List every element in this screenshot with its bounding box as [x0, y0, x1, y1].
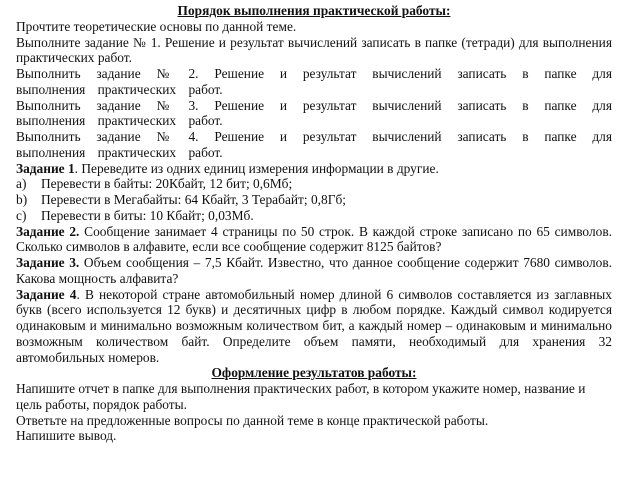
- task-1-item-a-text: Перевести в байты: 20Кбайт, 12 бит; 0,6Мб;: [41, 176, 293, 192]
- task-4-label: Задание 4: [16, 286, 77, 302]
- task-1-item-c: [16, 208, 612, 224]
- task-1-item-c-text: Перевести в биты: 10 Кбайт; 0,03Мб.: [41, 207, 254, 223]
- procedure-step-2: Выполнить задание № 2. Решение и результат вычислений записать в папке для выполнения практических работ.: [16, 66, 612, 97]
- procedure-heading: Порядок выполнения практической работы:: [177, 3, 451, 18]
- task-1-item-c-marker: c): [16, 207, 27, 223]
- procedure-step-1: Выполните задание № 1. Решение и результат вычислений записать в папке (тетради) для выполнения практических работ.: [16, 34, 612, 66]
- task-2-label: Задание 2.: [16, 223, 80, 239]
- task-4-text: . В некоторой стране автомобильный номер длиной 6 символов составляется из заглавных букв (всего используется 12 букв) и десятичных цифр в любом порядке. Каждый символ кодируется одинаковым и минимально возможным количеством бит, а каждый номер – одинаковым и минимально возможным количеством байт. Определите объем памяти, необходимый для хранения 32 автомобильных номеров.: [16, 286, 613, 365]
- task-1-item-b-marker: b): [16, 192, 28, 207]
- task-3-label: Задание 3.: [16, 255, 80, 270]
- task-4-paragraph: [16, 287, 612, 366]
- results-line-conclusion: Напишите вывод.: [16, 428, 117, 444]
- task-3-paragraph: [16, 255, 612, 287]
- results-line-answers: Ответьте на предложенные вопросы по данной теме в конце практической работы.: [16, 412, 489, 428]
- task-1-text: . Переведите из одних единиц измерения информации в другие.: [74, 160, 439, 176]
- procedure-step-3: Выполнить задание № 3. Решение и результат вычислений записать в папке для выполнения практических работ.: [16, 97, 612, 129]
- task-2-paragraph: [16, 224, 612, 256]
- task-1-item-a: [16, 176, 612, 192]
- task-1-item-a-marker: a): [16, 176, 27, 192]
- results-heading: Оформление результатов работы:: [211, 365, 417, 381]
- results-line-report: Напишите отчет в папке для выполнения практических работ, в котором укажите номер, название и цель работы, порядок работы.: [16, 381, 586, 412]
- task-1-heading: [16, 161, 612, 177]
- task-1-item-b-text: Перевести в Мегабайты: 64 Кбайт, 3 Терабайт; 0,8Гб;: [41, 192, 346, 207]
- task-1-item-b: [16, 192, 612, 208]
- task-2-text: Сообщение занимает 4 страницы по 50 строк. В каждой строке записано по 65 символов. Сколько символов в алфавите, если все сообщение содержит 8125 байтов?: [16, 223, 612, 255]
- procedure-step-read-theory: Прочтите теоретические основы по данной теме.: [16, 18, 297, 34]
- procedure-step-4: Выполнить задание № 4. Решение и результат вычислений записать в папке для выполнения практических работ.: [16, 129, 612, 160]
- task-1-label: Задание 1: [16, 160, 75, 176]
- task-3-text: Объем сообщения – 7,5 Кбайт. Известно, что данное сообщение содержит 7680 символов. Какова мощность алфавита?: [16, 255, 612, 286]
